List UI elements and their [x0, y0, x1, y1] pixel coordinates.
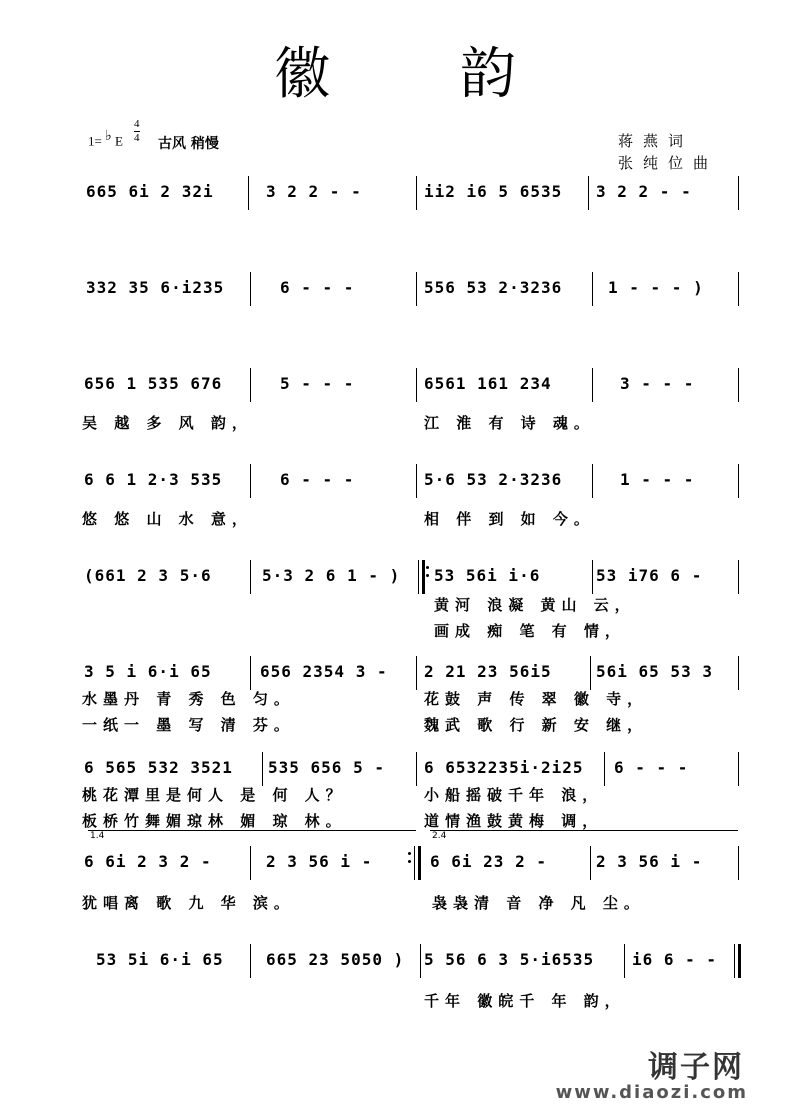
- lyric-verse-2: 画成 痴 笔 有 情，: [434, 622, 626, 640]
- bar-line: [416, 656, 417, 690]
- lyric-verse-1: 黄河 浪凝 黄山 云，: [434, 596, 636, 614]
- lyric-verse-1: 桃花潭里是何人 是 何 人？: [82, 786, 347, 804]
- lyric-verse-2: 一纸一 墨 写 清 芬。: [82, 716, 295, 734]
- bar-line: [738, 752, 739, 786]
- bar-line: [250, 272, 251, 306]
- measure: 6 6532235i·2i25: [424, 758, 584, 777]
- bar-line: [416, 176, 417, 210]
- measure: 5 - - -: [280, 374, 355, 393]
- measure: 1 - - -: [620, 470, 695, 489]
- bar-line: [590, 846, 591, 880]
- measure: ii2 i6 5 6535: [424, 182, 563, 201]
- measure: 5 56 6 3 5·i6535: [424, 950, 595, 969]
- key-note: E: [114, 133, 123, 149]
- lyric-line: 相 伴 到 如 今。: [424, 510, 595, 528]
- bar-line: [416, 368, 417, 402]
- lyric-line: 千年 徽皖千 年 韵，: [424, 992, 626, 1010]
- measure: 665 6i 2 32i: [86, 182, 214, 201]
- measure: 6 6 1 2·3 535: [84, 470, 223, 489]
- measure: 3 2 2 - -: [266, 182, 362, 201]
- repeat-dots: [408, 846, 413, 880]
- flat-sign: ♭: [105, 129, 112, 144]
- bar-line: [250, 464, 251, 498]
- measure: 665 23 5050 ): [266, 950, 405, 969]
- bar-line: [738, 464, 739, 498]
- measure: 535 656 5 -: [268, 758, 385, 777]
- bar-line: [624, 944, 625, 978]
- bar-line: [592, 368, 593, 402]
- measure: 6 - - -: [280, 278, 355, 297]
- measure: 53 5i 6·i 65: [96, 950, 224, 969]
- lyric-verse-2: 板桥竹舞媚琼林 媚 琼 林。: [82, 812, 347, 830]
- bar-line: [420, 944, 421, 978]
- repeat-start-bar: [418, 560, 425, 594]
- key-prefix: 1=: [88, 133, 102, 149]
- measure: 6561 161 234: [424, 374, 552, 393]
- bar-line: [590, 656, 591, 690]
- first-ending-bracket: 1.4: [88, 830, 416, 843]
- measure: 2 21 23 56i5: [424, 662, 552, 681]
- bar-line: [738, 846, 739, 880]
- lyric-line: 吴 越 多 风 韵，: [82, 414, 253, 432]
- measure: 3 2 2 - -: [596, 182, 692, 201]
- lyric-line: 犹唱离 歌 九 华 滨。: [82, 894, 295, 912]
- bar-line: [592, 560, 593, 594]
- measure: (661 2 3 5·6: [84, 566, 212, 585]
- bar-line: [250, 944, 251, 978]
- measure: 332 35 6·i235: [86, 278, 225, 297]
- bar-line: [250, 656, 251, 690]
- measure: i6 6 - -: [632, 950, 718, 969]
- bar-line: [592, 464, 593, 498]
- bar-line: [262, 752, 263, 786]
- bar-line: [592, 272, 593, 306]
- key-signature: [88, 128, 123, 149]
- bar-line: [250, 846, 251, 880]
- bar-line: [588, 176, 589, 210]
- bar-line: [738, 560, 739, 594]
- watermark-brand: 调子网: [648, 1050, 744, 1085]
- measure: 6 - - -: [614, 758, 689, 777]
- lyric-line: 袅袅清 音 净 凡 尘。: [432, 894, 645, 912]
- bar-line: [604, 752, 605, 786]
- bar-line: [416, 464, 417, 498]
- bar-line: [738, 656, 739, 690]
- measure: 5·3 2 6 1 - ): [262, 566, 401, 585]
- bar-line: [738, 176, 739, 210]
- measure: 53 i76 6 -: [596, 566, 703, 585]
- measure: 2 3 56 i -: [266, 852, 373, 871]
- song-title: 徽 韵: [274, 42, 572, 107]
- measure: 6 - - -: [280, 470, 355, 489]
- bar-line: [416, 272, 417, 306]
- bar-line: [738, 272, 739, 306]
- measure: 6 6i 23 2 -: [430, 852, 547, 871]
- measure: 656 2354 3 -: [260, 662, 388, 681]
- measure: 56i 65 53 3: [596, 662, 713, 681]
- bar-line: [416, 752, 417, 786]
- bar-line: [738, 368, 739, 402]
- lyric-line: 江 淮 有 诗 魂。: [424, 414, 595, 432]
- measure: 556 53 2·3236: [424, 278, 563, 297]
- bar-line: [250, 368, 251, 402]
- measure: 2 3 56 i -: [596, 852, 703, 871]
- measure: 1 - - - ): [608, 278, 704, 297]
- measure: 3 - - -: [620, 374, 695, 393]
- lyricist-credit: 蒋燕词: [618, 132, 694, 150]
- repeat-dots: [426, 560, 431, 594]
- measure: 53 56i i·6: [434, 566, 541, 585]
- lyric-verse-2: 魏武 歌 行 新 安 继，: [424, 716, 649, 734]
- meter-bottom: 4: [134, 132, 140, 144]
- repeat-end-bar: [414, 846, 421, 880]
- measure: 5·6 53 2·3236: [424, 470, 563, 489]
- lyric-line: 悠 悠 山 水 意，: [82, 510, 253, 528]
- tempo-marking: 古风 稍慢: [158, 136, 219, 152]
- second-ending-bracket: 2.4: [430, 830, 738, 843]
- lyric-verse-2: 道情渔鼓黄梅 调，: [424, 812, 604, 830]
- measure: 3 5 i 6·i 65: [84, 662, 212, 681]
- measure: 6 6i 2 3 2 -: [84, 852, 212, 871]
- watermark-url: www.diaozi.com: [555, 1082, 748, 1103]
- lyric-verse-1: 小船摇破千年 浪，: [424, 786, 604, 804]
- lyric-verse-1: 水墨丹 青 秀 色 匀。: [82, 690, 295, 708]
- time-signature: [134, 118, 140, 145]
- final-bar: [734, 944, 741, 978]
- meter-top: 4: [134, 118, 140, 130]
- composer-credit: 张纯位曲: [618, 154, 719, 172]
- bar-line: [250, 560, 251, 594]
- bar-line: [248, 176, 249, 210]
- measure: 656 1 535 676: [84, 374, 223, 393]
- lyric-verse-1: 花鼓 声 传 翠 徽 寺，: [424, 690, 649, 708]
- measure: 6 565 532 3521: [84, 758, 233, 777]
